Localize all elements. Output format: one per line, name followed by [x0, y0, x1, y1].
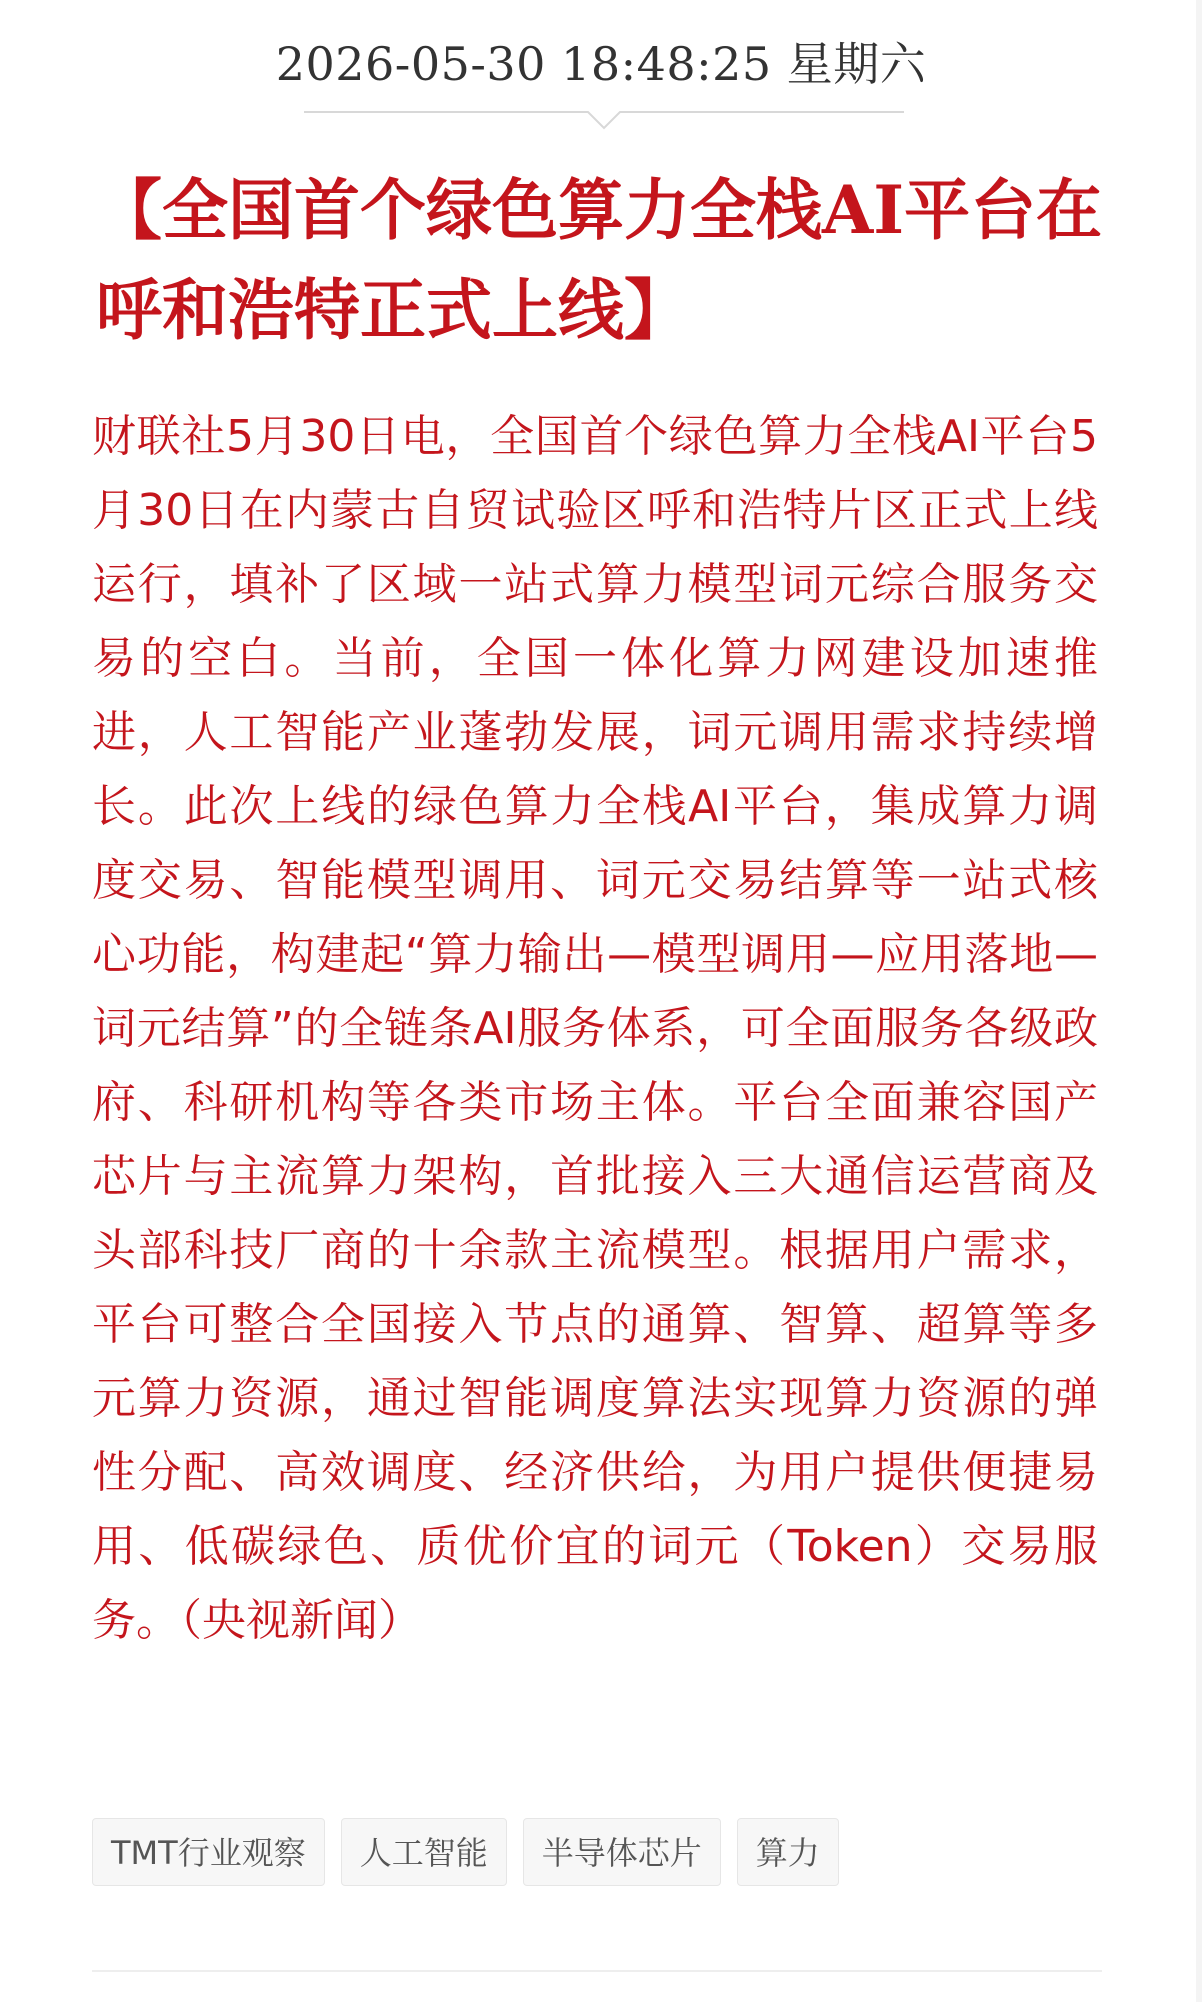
scroll-edge: [1196, 0, 1202, 2002]
tag-computing-power[interactable]: 算力: [737, 1818, 839, 1886]
tag-list: [92, 1818, 839, 1886]
divider-notch-icon: [304, 108, 904, 132]
header-divider: [304, 108, 904, 132]
tag-tmt[interactable]: TMT行业观察: [92, 1818, 325, 1886]
article-body: 财联社5月30日电，全国首个绿色算力全栈AI平台5月30日在内蒙古自贸试验区呼和浩特片区正式上线运行，填补了区域一站式算力模型词元综合服务交易的空白。当前，全国一体化算力网建设加速推进，人工智能产业蓬勃发展，词元调用需求持续增长。此次上线的绿色算力全栈AI平台，集成算力调度交易、智能模型调用、词元交易结算等一站式核心功能，构建起“算力输出—模型调用—应用落地—词元结算”的全链条AI服务体系，可全面服务各级政府、科研机构等各类市场主体。平台全面兼容国产芯片与主流算力架构，首批接入三大通信运营商及头部科技厂商的十余款主流模型。根据用户需求，平台可整合全国接入节点的通算、智算、超算等多元算力资源，通过智能调度算法实现算力资源的弹性分配、高效调度、经济供给，为用户提供便捷易用、低碳绿色、质优价宜的词元（Token）交易服务。（央视新闻）: [92, 411, 1098, 1646]
tag-ai[interactable]: 人工智能: [341, 1818, 507, 1886]
tag-semiconductor[interactable]: 半导体芯片: [523, 1818, 721, 1886]
publish-timestamp: 2026-05-30 18:48:25 星期六: [275, 37, 927, 91]
article-headline: 【全国首个绿色算力全栈AI平台在呼和浩特正式上线】: [96, 171, 1103, 349]
bottom-divider: [92, 1970, 1102, 1972]
